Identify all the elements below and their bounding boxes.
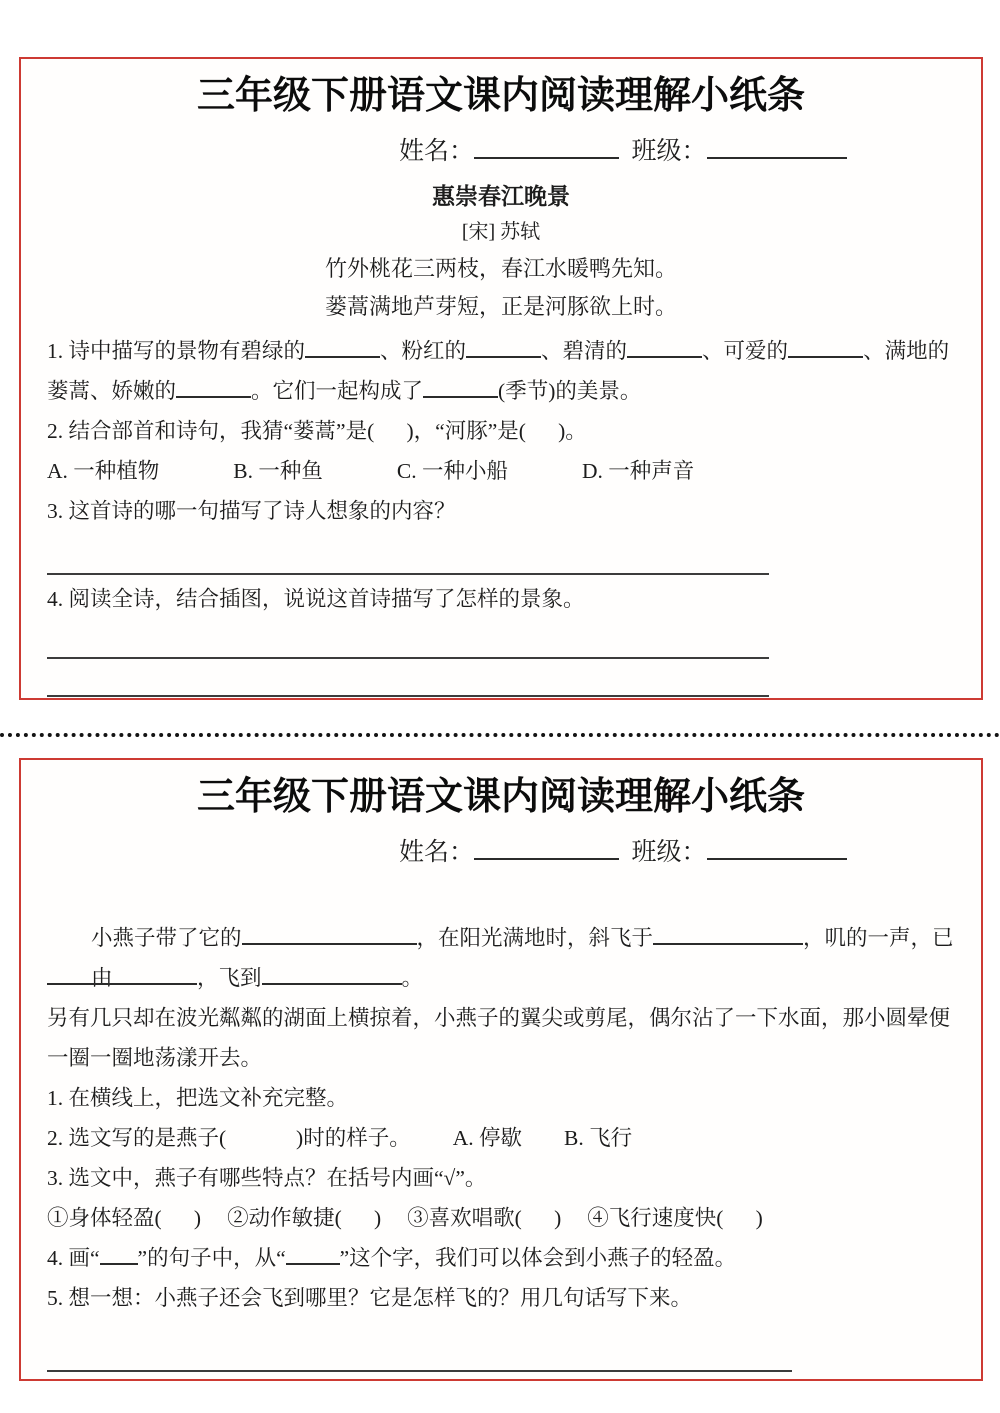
student-name-label: 姓名： [399, 838, 475, 866]
name-class-row [21, 133, 981, 169]
fill-blank [653, 923, 803, 945]
question-1-line-2 [47, 371, 955, 411]
question-5: 5. 想一想：小燕子还会飞到哪里？它是怎样飞的？用几句话写下来。 [47, 1286, 693, 1310]
dotted-cut-line [0, 733, 1000, 737]
passage-text: ，在阳光满地时，斜飞于 [416, 926, 654, 950]
question-1: 1. 在横线上，把选文补充完整。 [47, 1086, 349, 1110]
check-item-3: ③喜欢唱歌( ) [407, 1206, 562, 1230]
answer-line [47, 573, 769, 575]
student-name-blank [474, 133, 619, 159]
poem-author: [宋] 苏轼 [461, 221, 541, 243]
question-1-text: 1. 诗中描写的景物有碧绿的 [47, 339, 306, 363]
fill-blank [788, 336, 863, 358]
poem-line-1: 竹外桃花三两枝，春江水暖鸭先知。 [324, 256, 677, 281]
question-1-text: 、可爱的 [702, 339, 789, 363]
poem-line-2: 蒌蒿满地芦芽短，正是河豚欲上时。 [324, 294, 677, 319]
question-4: 4. 阅读全诗，结合插图，说说这首诗描写了怎样的景象。 [47, 587, 585, 611]
fill-blank [242, 923, 417, 945]
question-1-text: 、粉红的 [380, 339, 467, 363]
question-3-checklist [47, 1198, 955, 1238]
check-item-4: ④飞行速度快( ) [587, 1206, 763, 1230]
question-1-text: 、满地的 [863, 339, 950, 363]
fill-blank [423, 376, 498, 398]
class-blank [707, 133, 847, 159]
option-b: B. 一种鱼 [233, 459, 323, 483]
fill-blank [466, 336, 541, 358]
option-d: D. 一种声音 [581, 459, 695, 483]
question-1-text: 蒌蒿、娇嫩的 [47, 379, 177, 403]
check-item-1: ①身体轻盈( ) [47, 1206, 202, 1230]
question-2: 2. 结合部首和诗句，我猜“蒌蒿”是( )，“河豚”是( )。 [47, 419, 587, 443]
worksheet-card-1 [19, 57, 983, 700]
worksheet-title: 三年级下册语文课内阅读理解小纸条 [196, 75, 805, 117]
student-name-blank [474, 834, 619, 860]
question-1-text: 。它们一起构成了 [251, 379, 424, 403]
fill-blank [262, 963, 402, 985]
passage-line-2 [47, 958, 955, 998]
question-3: 3. 选文中，燕子有哪些特点？在括号内画“√”。 [47, 1166, 487, 1190]
class-label: 班级： [631, 838, 707, 866]
passage-text: 小燕子带了它的 [91, 926, 242, 950]
worksheet-title: 三年级下册语文课内阅读理解小纸条 [196, 776, 805, 818]
question-4-text: ”这个字，我们可以体会到小燕子的轻盈。 [339, 1246, 737, 1270]
class-label: 班级： [631, 137, 707, 165]
passage-text: ，飞到 [197, 966, 262, 990]
question-2-text: 2. 选文写的是燕子( )时的样子。 [47, 1126, 411, 1150]
answer-area [47, 531, 955, 579]
fill-blank [286, 1243, 340, 1265]
option-b: B. 飞行 [563, 1126, 633, 1150]
passage-text: ，叽的一声，已由 [91, 926, 954, 990]
worksheet-card-2 [19, 758, 983, 1381]
fill-blank [100, 1243, 138, 1265]
answer-area [47, 663, 955, 700]
poem-title: 惠崇春江晚景 [432, 183, 570, 209]
question-1-text: (季节)的美景。 [498, 379, 642, 403]
fill-blank [47, 963, 197, 985]
fill-blank [305, 336, 380, 358]
fill-blank [176, 376, 251, 398]
question-4-text: ”的句子中，从“ [137, 1246, 286, 1270]
question-2-options [47, 451, 955, 491]
option-c: C. 一种小船 [396, 459, 508, 483]
row-gap [619, 839, 632, 866]
answer-line [47, 695, 769, 697]
answer-area [47, 619, 955, 663]
question-4 [47, 1238, 955, 1278]
check-item-2: ②动作敏捷( ) [227, 1206, 382, 1230]
class-blank [707, 834, 847, 860]
option-a: A. 一种植物 [47, 459, 160, 483]
answer-line [47, 657, 769, 659]
passage-paragraph-2: 另有几只却在波光粼粼的湖面上横掠着，小燕子的翼尖或剪尾，偶尔沾了一下水面，那小圆晕便一圈一圈地荡漾开去。 [47, 1006, 951, 1070]
question-1-line-1 [47, 331, 955, 371]
passage-text: 。 [401, 966, 424, 990]
fill-blank [627, 336, 702, 358]
student-name-label: 姓名： [399, 137, 475, 165]
question-2 [47, 1118, 955, 1158]
question-4-text: 4. 画“ [47, 1246, 100, 1270]
option-a: A. 停歇 [452, 1126, 522, 1150]
answer-line [47, 1370, 792, 1372]
question-1-text: 、碧清的 [541, 339, 628, 363]
row-gap [619, 138, 632, 165]
answer-area [47, 1318, 955, 1376]
name-class-row [21, 834, 981, 870]
question-3: 3. 这首诗的哪一句描写了诗人想象的内容？ [47, 499, 456, 523]
